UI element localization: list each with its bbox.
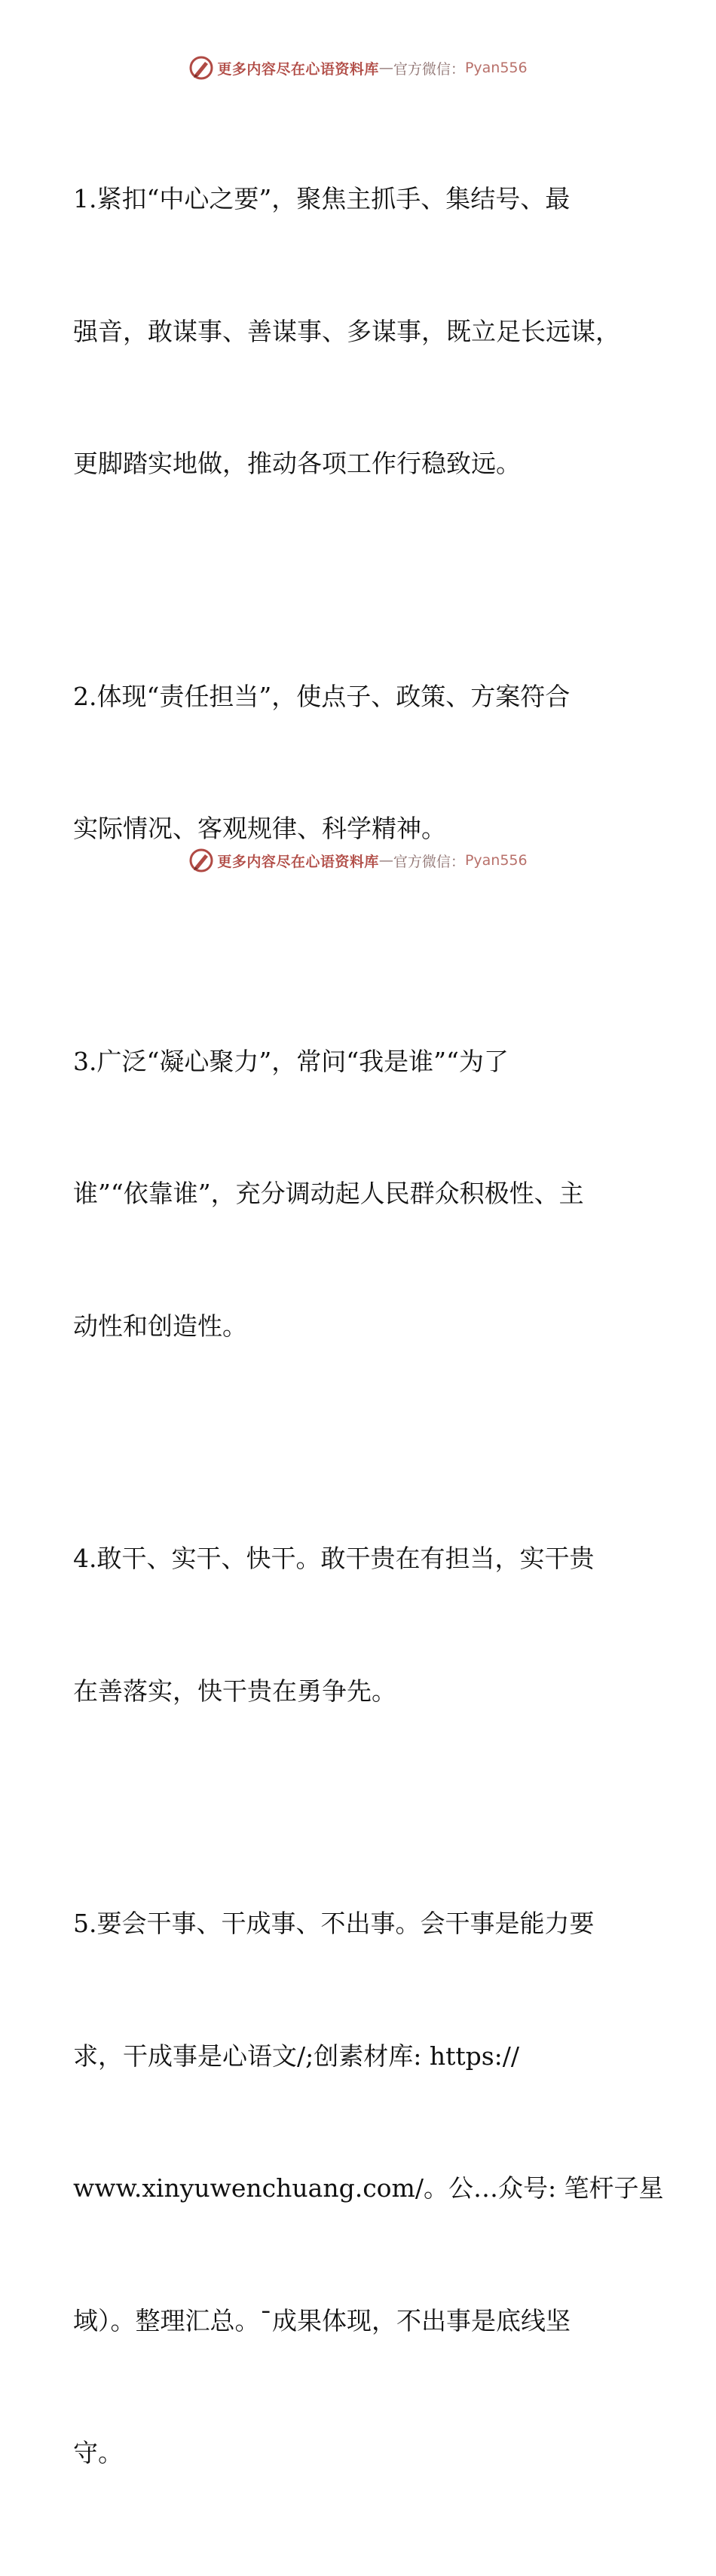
text-line: 求，干成事是心语文/;创素材库: https:// xyxy=(73,2041,520,2071)
paragraph-5 xyxy=(73,1814,664,2564)
text-line: 3.广泛“凝心聚力”，常问“我是谁”“为了 xyxy=(73,1046,509,1076)
footer-brand: 更多内容尽在心语资料库 xyxy=(217,853,379,870)
footer-separator: — xyxy=(378,852,393,869)
text-line: 实际情况、客观规律、科学精神。 xyxy=(73,814,446,843)
footer-wechat-id: Pyan556 xyxy=(464,852,528,869)
text-line: www.xinyuwenchuang.com/。公…众号: 笔杆子星 xyxy=(73,2173,664,2203)
text-line: 强音，敢谋事、善谋事、多谋事，既立足长远谋， xyxy=(73,316,620,346)
footer-label: 官方微信： xyxy=(393,853,465,870)
text-line: 4.敢干、实干、快干。敢干贵在有担当，实干贵 xyxy=(73,1544,595,1573)
text-line: 动性和创造性。 xyxy=(73,1311,247,1341)
text-line: 域）。整理汇总。¯成果体现，不出事是底线坚 xyxy=(73,2305,571,2335)
pen-logo-icon xyxy=(188,55,214,81)
text-line: 守。 xyxy=(73,2438,123,2467)
text-line: 更脚踏实地做，推动各项工作行稳致远。 xyxy=(73,449,521,478)
text-line: 在善落实，快干贵在勇争先。 xyxy=(73,1676,396,1706)
document-body xyxy=(73,89,664,2576)
text-line: 1.紧扣“中心之要”，聚焦主抓手、集结号、最 xyxy=(73,184,571,213)
text-line: 5.要会干事、干成事、不出事。会干事是能力要 xyxy=(73,1909,595,1938)
header-wechat-id: Pyan556 xyxy=(464,60,528,76)
footer-watermark xyxy=(0,845,716,876)
header-label: 官方微信： xyxy=(393,60,465,78)
header-separator: — xyxy=(378,60,393,76)
header-watermark xyxy=(0,53,716,83)
paragraph-4 xyxy=(73,1449,646,1802)
pen-logo-icon xyxy=(188,848,214,873)
text-line: 2.体现“责任担当”，使点子、政策、方案符合 xyxy=(73,681,571,711)
paragraph-2 xyxy=(73,587,646,940)
header-brand: 更多内容尽在心语资料库 xyxy=(217,60,379,78)
text-line: 谁”“依靠谁”，充分调动起人民群众积极性、主 xyxy=(73,1179,584,1208)
paragraph-1 xyxy=(73,89,646,575)
paragraph-3 xyxy=(73,952,646,1437)
